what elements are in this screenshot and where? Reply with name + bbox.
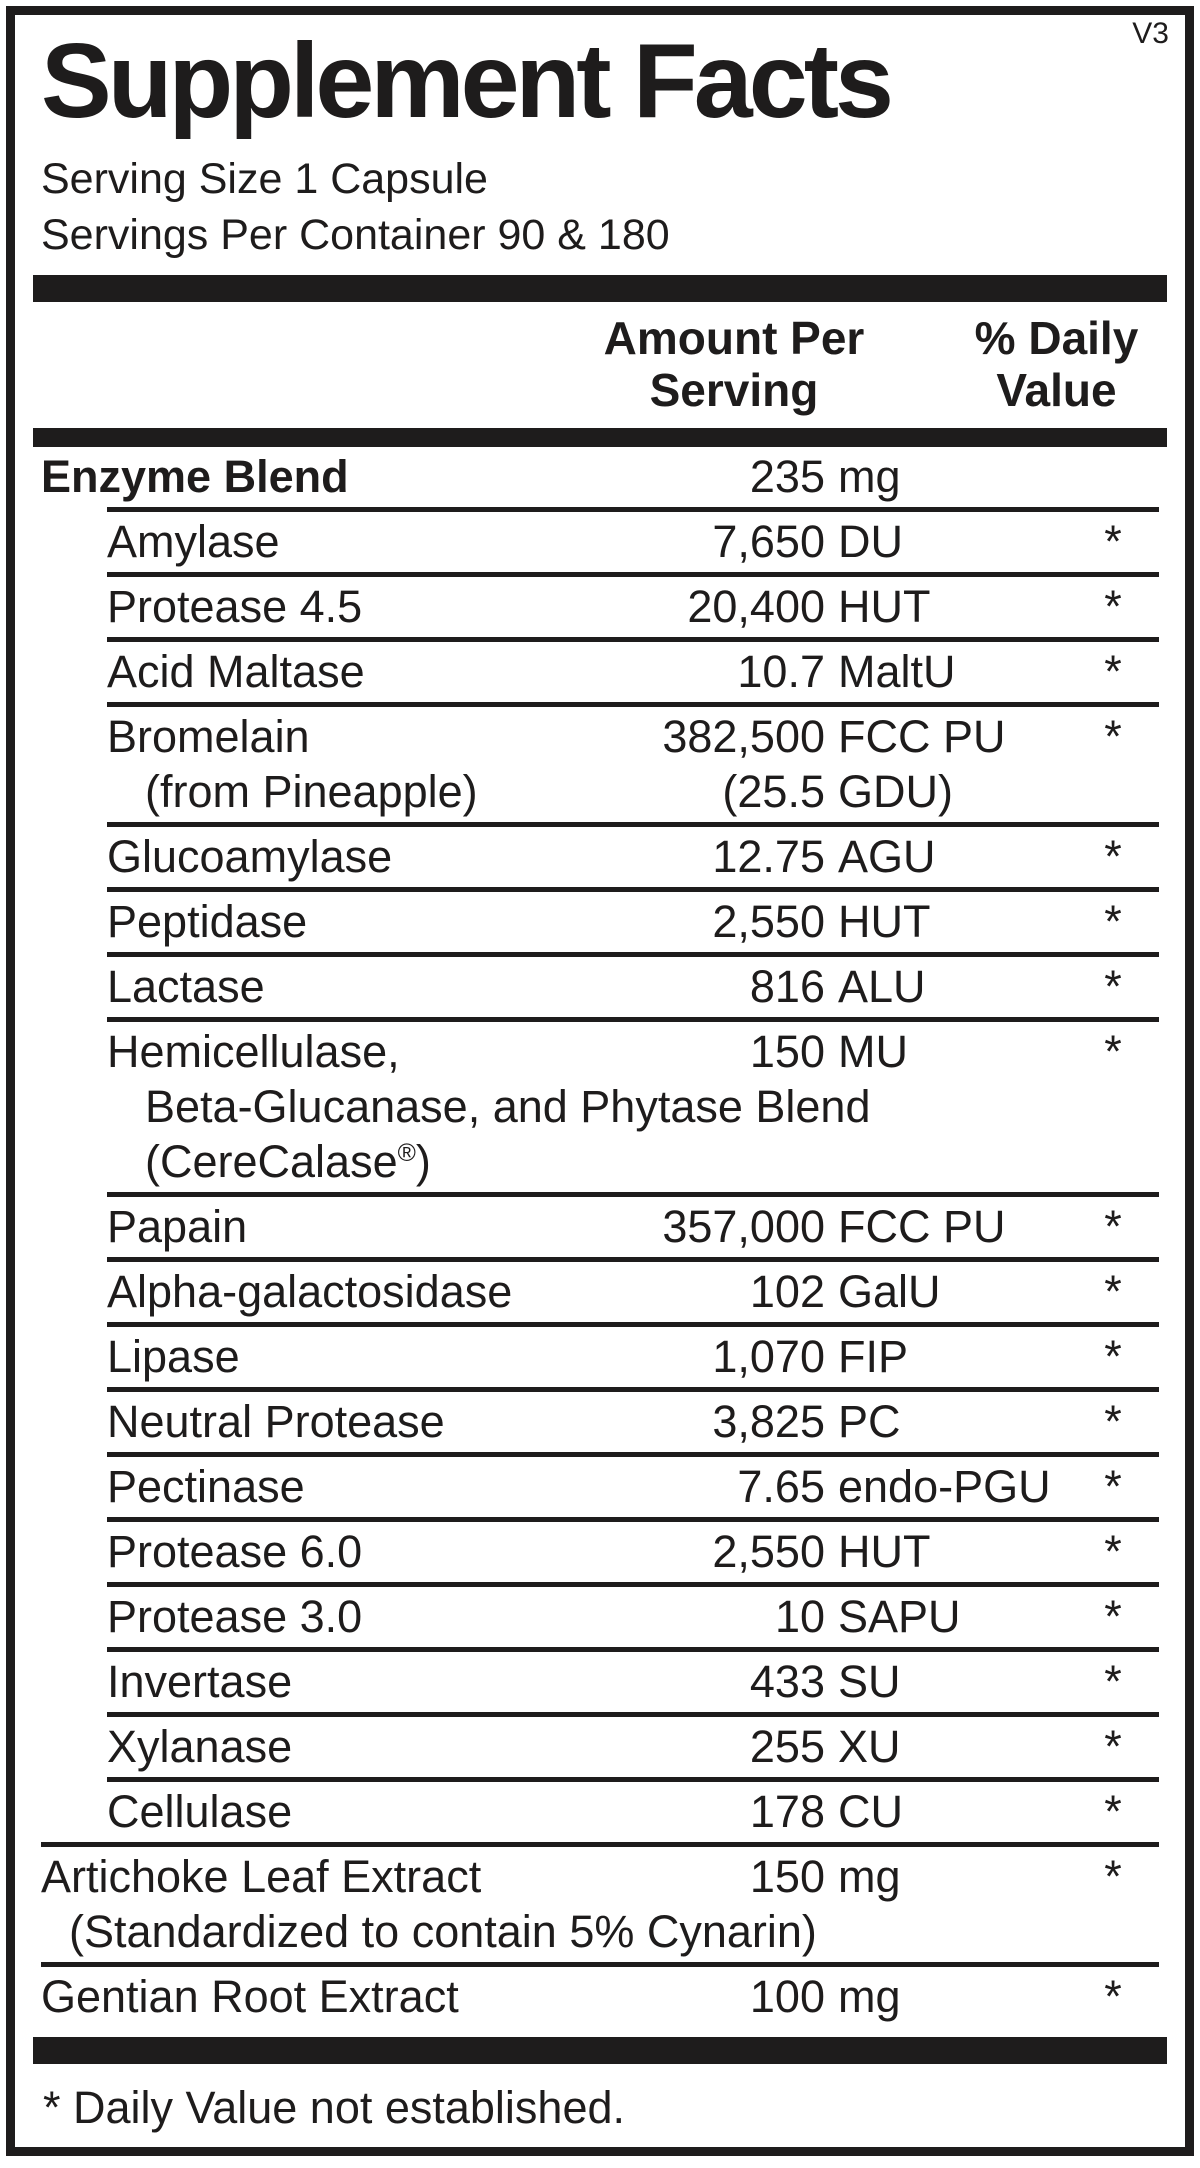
amount-unit: PC — [838, 1396, 901, 1448]
table-row-lactase — [107, 952, 1159, 1017]
divider-bar-bottom — [33, 2037, 1167, 2064]
amount-value: 2,550 — [712, 896, 825, 948]
divider-bar-header — [33, 428, 1167, 447]
amount-unit: DU — [838, 516, 903, 568]
daily-value: * — [1104, 831, 1122, 883]
table-row-pectinase — [107, 1452, 1159, 1517]
daily-value: * — [1104, 1656, 1122, 1708]
amount-unit: mg — [838, 1851, 901, 1903]
daily-value: * — [1104, 581, 1122, 633]
amount-cell — [597, 579, 1067, 634]
amount-unit-secondary: GDU) — [838, 766, 953, 818]
table-row-protease-60 — [107, 1517, 1159, 1582]
ingredient-name: Amylase — [107, 516, 280, 568]
amount-value: 357,000 — [662, 1201, 825, 1253]
divider-bar-top — [33, 275, 1167, 302]
daily-value: * — [1104, 1526, 1122, 1578]
amount-per-serving-header — [499, 312, 969, 416]
trademark-close: ) — [415, 1136, 431, 1188]
table-row-hemicellulase-blend — [107, 1017, 1159, 1192]
ingredient-name: Glucoamylase — [107, 831, 393, 883]
amount-cell — [597, 1524, 1067, 1579]
amount-cell — [597, 1589, 1067, 1644]
amount-cell — [597, 1264, 1067, 1319]
amount-unit: FCC PU — [838, 1201, 1006, 1253]
amount-value: 382,500 — [662, 711, 825, 763]
amount-unit: SU — [838, 1656, 901, 1708]
amount-unit: HUT — [838, 896, 931, 948]
ingredient-name: Alpha-galactosidase — [107, 1266, 513, 1318]
amount-cell — [597, 709, 1067, 764]
table-row-xylanase — [107, 1712, 1159, 1777]
daily-value: * — [1104, 1851, 1122, 1903]
ingredient-name: Pectinase — [107, 1461, 305, 1513]
amount-value: 20,400 — [687, 581, 825, 633]
table-row-protease-45 — [107, 572, 1159, 637]
table-row-bromelain — [107, 702, 1159, 822]
amount-cell — [597, 959, 1067, 1014]
amount-cell — [597, 1329, 1067, 1384]
table-row-glucoamylase — [107, 822, 1159, 887]
footnote: * Daily Value not established. — [43, 2082, 626, 2134]
table-row-lipase — [107, 1322, 1159, 1387]
daily-value: * — [1104, 646, 1122, 698]
daily-value: * — [1104, 1026, 1122, 1078]
daily-value: * — [1104, 1201, 1122, 1253]
ingredient-name: Lipase — [107, 1331, 240, 1383]
amount-cell — [597, 764, 1067, 819]
amount-cell — [597, 1654, 1067, 1709]
amount-cell — [597, 1459, 1067, 1514]
amount-value: 150 — [749, 1026, 825, 1078]
amount-unit: GalU — [838, 1266, 941, 1318]
amount-value: 2,550 — [712, 1526, 825, 1578]
ingredient-name: Artichoke Leaf Extract — [41, 1851, 482, 1903]
ingredient-name: Papain — [107, 1201, 248, 1253]
amount-value: 10 — [774, 1591, 825, 1643]
amount-value: 1,070 — [712, 1331, 825, 1383]
column-headers — [41, 302, 1159, 428]
ingredient-name: Invertase — [107, 1656, 293, 1708]
table-row-gentian-root-extract — [41, 1962, 1159, 2027]
amount-value-secondary: (25.5 — [722, 766, 825, 818]
table-row-peptidase — [107, 887, 1159, 952]
daily-value: * — [1104, 961, 1122, 1013]
amount-value: 7,650 — [712, 516, 825, 568]
daily-value: * — [1104, 1786, 1122, 1838]
registered-mark: ® — [397, 1140, 416, 1168]
table-row-artichoke-leaf-extract — [41, 1842, 1159, 1962]
amount-value: 7.65 — [737, 1461, 825, 1513]
amount-cell — [597, 514, 1067, 569]
dv-header-line2: Value — [996, 364, 1117, 417]
amount-unit: SAPU — [838, 1591, 961, 1643]
ingredient-name: Cellulase — [107, 1786, 293, 1838]
ingredient-name: Protease 4.5 — [107, 581, 363, 633]
amount-cell — [597, 1394, 1067, 1449]
table-row-alpha-galactosidase — [107, 1257, 1159, 1322]
amount-value: 12.75 — [712, 831, 825, 883]
daily-value: * — [1104, 1591, 1122, 1643]
amount-unit: mg — [838, 451, 901, 503]
ingredient-name: Protease 6.0 — [107, 1526, 363, 1578]
amount-value: 433 — [749, 1656, 825, 1708]
ingredient-name: Peptidase — [107, 896, 308, 948]
table-row-cellulase — [107, 1777, 1159, 1842]
amount-unit: FCC PU — [838, 711, 1006, 763]
daily-value: * — [1104, 896, 1122, 948]
amount-header-line2: Serving — [649, 364, 819, 417]
amount-unit: HUT — [838, 581, 931, 633]
daily-value: * — [1104, 1721, 1122, 1773]
amount-unit: MaltU — [838, 646, 956, 698]
amount-cell — [597, 1199, 1067, 1254]
ingredient-name: Bromelain — [107, 711, 310, 763]
ingredient-standardization-note: (Standardized to contain 5% Cynarin) — [69, 1906, 817, 1958]
amount-value: 235 — [749, 451, 825, 503]
amount-cell — [597, 1024, 1067, 1079]
version-tag: V3 — [1132, 17, 1169, 50]
amount-cell — [597, 644, 1067, 699]
amount-cell — [597, 449, 1067, 504]
amount-value: 255 — [749, 1721, 825, 1773]
supplement-facts-panel — [6, 6, 1194, 2156]
amount-value: 150 — [749, 1851, 825, 1903]
amount-value: 100 — [749, 1971, 825, 2023]
daily-value: * — [1104, 1971, 1122, 2023]
ingredient-name-source: (from Pineapple) — [145, 766, 478, 818]
amount-cell — [597, 894, 1067, 949]
amount-unit: FIP — [838, 1331, 909, 1383]
amount-value: 3,825 — [712, 1396, 825, 1448]
table-row-amylase — [107, 507, 1159, 572]
daily-value: * — [1104, 1331, 1122, 1383]
ingredient-name: Neutral Protease — [107, 1396, 445, 1448]
ingredient-name: Hemicellulase, — [107, 1026, 400, 1078]
amount-cell — [597, 1849, 1067, 1904]
amount-unit: CU — [838, 1786, 903, 1838]
daily-value: * — [1104, 1461, 1122, 1513]
daily-value: * — [1104, 1266, 1122, 1318]
table-row-protease-30 — [107, 1582, 1159, 1647]
ingredient-name: Acid Maltase — [107, 646, 365, 698]
amount-value: 10.7 — [737, 646, 825, 698]
amount-cell — [597, 829, 1067, 884]
amount-header-line1: Amount Per — [603, 312, 865, 365]
amount-unit: XU — [838, 1721, 901, 1773]
amount-value: 102 — [749, 1266, 825, 1318]
ingredient-name-continuation: Beta-Glucanase, and Phytase Blend — [145, 1081, 871, 1133]
table-row-acid-maltase — [107, 637, 1159, 702]
table-row-neutral-protease — [107, 1387, 1159, 1452]
ingredient-name: Enzyme Blend — [41, 451, 349, 503]
table-row-papain — [107, 1192, 1159, 1257]
daily-value-header — [954, 312, 1159, 416]
ingredient-name: Lactase — [107, 961, 265, 1013]
daily-value: * — [1104, 711, 1122, 763]
table-row-enzyme-blend — [41, 447, 1159, 507]
ingredient-trademark-line — [107, 1134, 1159, 1189]
serving-size: Serving Size 1 Capsule — [41, 155, 488, 204]
amount-cell — [597, 1719, 1067, 1774]
amount-unit: endo-PGU — [838, 1461, 1051, 1513]
amount-unit: ALU — [838, 961, 926, 1013]
ingredient-name: Gentian Root Extract — [41, 1971, 459, 2023]
amount-value: 816 — [749, 961, 825, 1013]
servings-per-container: Servings Per Container 90 & 180 — [41, 211, 670, 260]
ingredient-table — [41, 447, 1159, 2027]
ingredient-name: Xylanase — [107, 1721, 293, 1773]
amount-unit: AGU — [838, 831, 936, 883]
trademark-text: (CereCalase — [145, 1136, 398, 1188]
amount-cell — [597, 1969, 1067, 2024]
daily-value: * — [1104, 516, 1122, 568]
table-row-invertase — [107, 1647, 1159, 1712]
amount-unit: MU — [838, 1026, 908, 1078]
page-title: Supplement Facts — [41, 22, 890, 140]
amount-unit: mg — [838, 1971, 901, 2023]
ingredient-name: Protease 3.0 — [107, 1591, 363, 1643]
amount-unit: HUT — [838, 1526, 931, 1578]
amount-cell — [597, 1784, 1067, 1839]
amount-value: 178 — [749, 1786, 825, 1838]
daily-value: * — [1104, 1396, 1122, 1448]
dv-header-line1: % Daily — [974, 312, 1139, 365]
